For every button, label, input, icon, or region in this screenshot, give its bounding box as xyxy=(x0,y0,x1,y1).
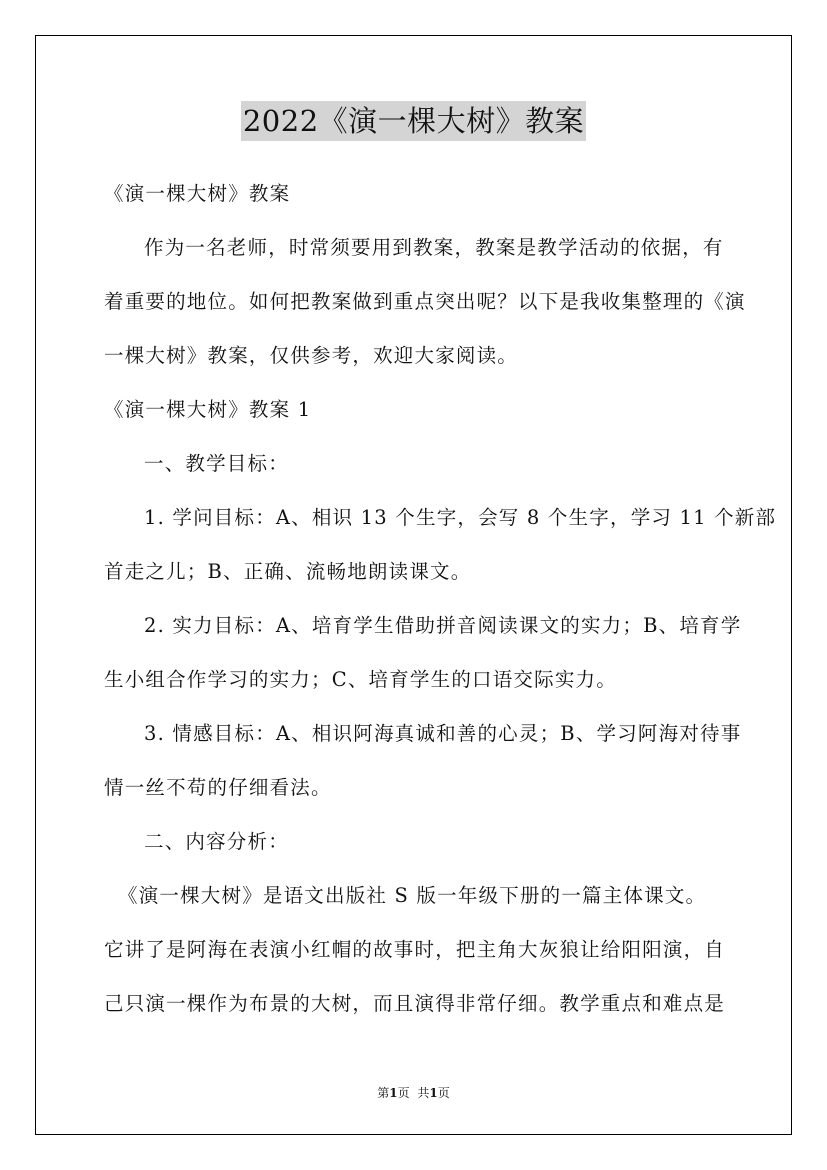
document-title: 2022《演一棵大树》教案 xyxy=(241,101,586,141)
paragraph-line: 己只演一棵作为布景的大树，而且演得非常仔细。教学重点和难点是 xyxy=(104,992,726,1015)
title-container xyxy=(0,101,827,141)
total-pages: 1 xyxy=(429,1086,438,1100)
total-suffix: 页 xyxy=(437,1086,450,1100)
paragraph-line: 生小组合作学习的实力；C、培育学生的口语交际实力。 xyxy=(104,668,617,691)
page-number: 1 xyxy=(389,1086,398,1100)
section-heading: 《演一棵大树》教案 1 xyxy=(104,398,312,421)
page-suffix: 页 xyxy=(397,1086,410,1100)
page-footer xyxy=(0,1084,827,1101)
paragraph-line: 作为一名老师，时常须要用到教案，教案是教学活动的依据，有 xyxy=(144,236,724,259)
paragraph-line: 3. 情感目标：A、相识阿海真诚和善的心灵；B、学习阿海对待事 xyxy=(144,722,742,745)
paragraph-line: 一棵大树》教案，仅供参考，欢迎大家阅读。 xyxy=(104,344,519,367)
paragraph-line: 《演一棵大树》是语文出版社 S 版一年级下册的一篇主体课文。 xyxy=(118,884,707,907)
total-prefix: 共 xyxy=(417,1086,430,1100)
paragraph-line: 情一丝不苟的仔细看法。 xyxy=(104,776,332,799)
paragraph-line: 2. 实力目标：A、培育学生借助拼音阅读课文的实力；B、培育学 xyxy=(144,614,742,637)
paragraph-line: 它讲了是阿海在表演小红帽的故事时，把主角大灰狼让给阳阳演，自 xyxy=(104,938,726,961)
section-heading: 二、内容分析： xyxy=(144,830,289,853)
paragraph-line: 1. 学问目标：A、相识 13 个生字，会写 8 个生字，学习 11 个新部 xyxy=(144,506,777,529)
paragraph-line: 着重要的地位。如何把教案做到重点突出呢？以下是我收集整理的《演 xyxy=(104,290,746,313)
section-heading: 一、教学目标： xyxy=(144,452,289,475)
subtitle-line: 《演一棵大树》教案 xyxy=(104,182,291,205)
paragraph-line: 首走之儿；B、正确、流畅地朗读课文。 xyxy=(104,560,472,583)
page-prefix: 第 xyxy=(377,1086,390,1100)
